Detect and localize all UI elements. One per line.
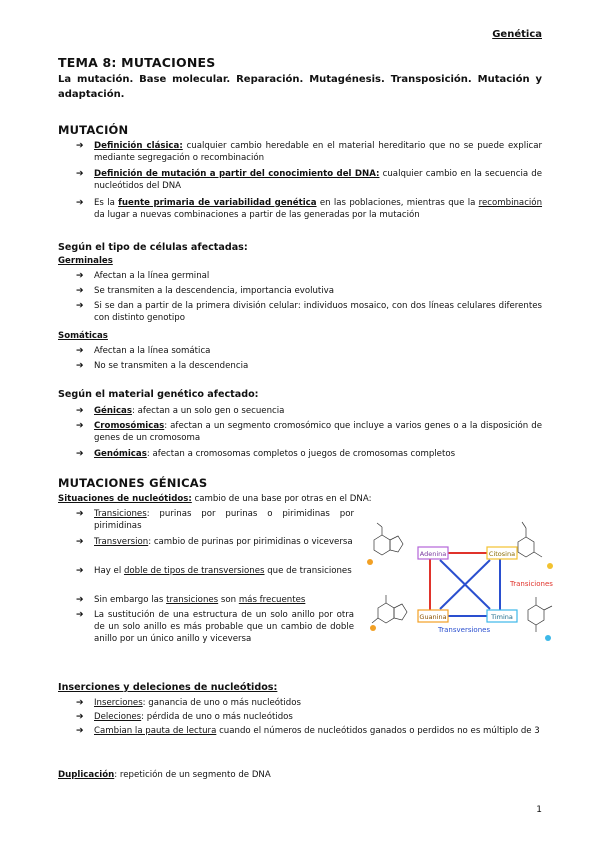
list-item: Afectan a la línea germinal: [94, 271, 210, 281]
node-citosina-label: Citosina: [488, 550, 516, 558]
marker-dot: [547, 563, 553, 569]
arrow-icon: ➔: [76, 698, 84, 708]
list-item: Deleciones: pérdida de uno o más nucleótidos: [94, 712, 293, 722]
guanine-molecule-icon: [372, 595, 407, 623]
list-item: Si se dan a partir de la primera división celular: individuos mosaico, con dos líneas celulares diferentes con distinto genotipo: [94, 301, 542, 323]
marker-dot: [367, 559, 373, 565]
list-item: Inserciones: ganancia de uno o más nucleótidos: [94, 698, 301, 708]
list-item: Es la fuente primaria de variabilidad genética en las poblaciones, mientras que la recombinación da lugar a nuevas combinaciones a partir de las generadas por la mutación: [94, 198, 543, 220]
header-course: Genética: [492, 29, 542, 40]
page-title: TEMA 8: MUTACIONES: [58, 55, 216, 70]
list-item: Hay el doble de tipos de transversiones que de transiciones: [94, 566, 352, 576]
arrow-icon: ➔: [76, 406, 84, 416]
arrow-icon: ➔: [76, 141, 84, 151]
arrow-icon: ➔: [76, 726, 84, 736]
page-subtitle: La mutación. Base molecular. Reparación. Mutagénesis. Transposición. Mutación y adaptación.: [58, 74, 542, 100]
list-item: Cromosómicas: afectan a un segmento cromosómico que incluye a varios genes o a la disposición de genes de un cromosoma: [94, 421, 542, 443]
transitions-transversions-diagram: [360, 510, 560, 660]
arrow-icon: ➔: [76, 169, 84, 179]
arrow-icon: ➔: [76, 610, 84, 620]
list-item: No se transmiten a la descendencia: [94, 361, 249, 371]
arrow-icon: ➔: [76, 712, 84, 722]
arrow-icon: ➔: [76, 421, 84, 431]
list-item: Se transmiten a la descendencia, importancia evolutiva: [94, 286, 335, 296]
arrow-icon: ➔: [76, 286, 84, 296]
label-transiciones: Transiciones: [510, 580, 553, 588]
node-adenina-label: Adenina: [419, 550, 447, 558]
cytosine-molecule-icon: [518, 522, 542, 557]
celulas-heading: Según el tipo de células afectadas:: [58, 242, 248, 253]
indel-heading: Inserciones y deleciones de nucleótidos:: [58, 682, 278, 693]
marker-dot: [370, 625, 376, 631]
list-item: Sin embargo las transiciones son más frecuentes: [94, 595, 306, 605]
somaticas-label: Somáticas: [58, 331, 108, 341]
adenine-molecule-icon: [374, 523, 403, 555]
list-item: Definición de mutación a partir del conocimiento del DNA: cualquier cambio en la secuencia de nucleótidos del DNA: [94, 169, 542, 191]
page-number: 1: [536, 805, 542, 815]
list-item: Transversion: cambio de purinas por pirimidinas o viceversa: [94, 537, 353, 547]
material-heading: Según el material genético afectado:: [58, 389, 259, 400]
list-item: Transiciones: purinas por purinas o pirimidinas por pirimidinas: [94, 509, 354, 531]
list-item: Genómicas: afectan a cromosomas completos o juegos de cromosomas completos: [94, 449, 456, 459]
list-item: Afectan a la línea somática: [94, 346, 211, 356]
list-item: Génicas: afectan a un solo gen o secuencia: [94, 406, 285, 416]
section-mutacion-heading: MUTACIÓN: [58, 123, 129, 137]
arrow-icon: ➔: [76, 301, 84, 311]
node-timina-label: Timina: [491, 613, 513, 621]
duplicacion-line: Duplicación: repetición de un segmento de DNA: [58, 770, 271, 780]
arrow-icon: ➔: [76, 566, 84, 576]
arrow-icon: ➔: [76, 595, 84, 605]
arrow-icon: ➔: [76, 271, 84, 281]
arrow-icon: ➔: [76, 509, 84, 519]
section-genicas-heading: MUTACIONES GÉNICAS: [58, 476, 208, 490]
list-item: Cambian la pauta de lectura cuando el números de nucleótidos ganados o perdidos no es múltiplo de 3: [94, 726, 540, 736]
node-guanina-label: Guanina: [419, 613, 447, 621]
arrow-icon: ➔: [76, 361, 84, 371]
arrow-icon: ➔: [76, 198, 84, 208]
arrow-icon: ➔: [76, 449, 84, 459]
thymine-molecule-icon: [528, 597, 552, 632]
list-item: La sustitución de una estructura de un solo anillo por otra de un solo anillo es más probable que un cambio de doble anillo por un único anillo y viceversa: [94, 610, 354, 644]
label-transversiones: Transversiones: [438, 626, 491, 634]
list-item: Definición clásica: cualquier cambio heredable en el material hereditario que no se puede explicar mediante segregación o recombinación: [94, 141, 542, 163]
arrow-icon: ➔: [76, 537, 84, 547]
arrow-icon: ➔: [76, 346, 84, 356]
marker-dot: [545, 635, 551, 641]
germinales-label: Germinales: [58, 256, 113, 266]
situaciones-line: Situaciones de nucleótidos: cambio de una base por otras en el DNA:: [58, 494, 372, 504]
